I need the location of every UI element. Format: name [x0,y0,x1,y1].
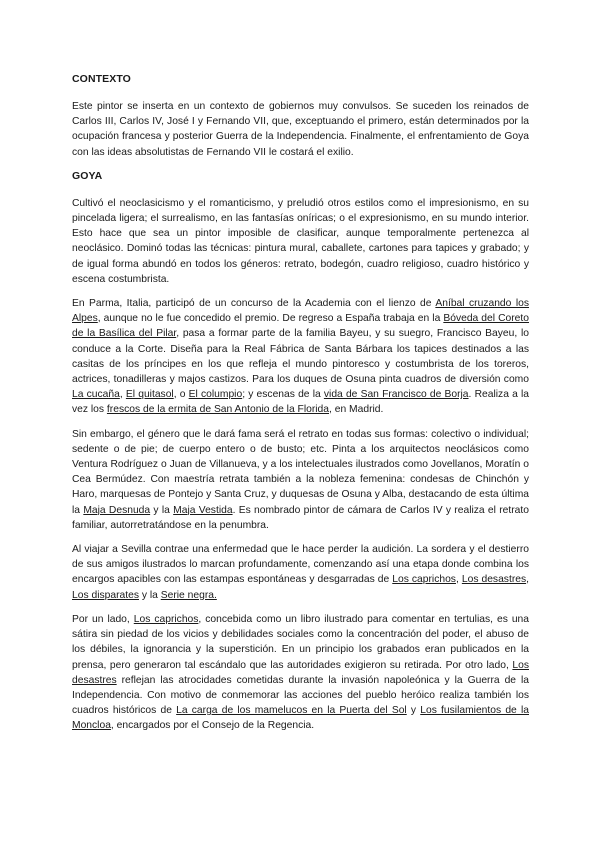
paragraph [72,99,529,160]
artwork-title: Aníbal cruzando los Alpes [72,298,529,325]
text-run: Este pintor se inserta en un contexto de gobiernos muy convulsos. Se suceden los reinados de Carlos III, Carlos IV, José I y Fernando VII, que, exceptuando el primero, están determinados por la ocupación francesa y posterior Guerra de la Independencia. Finalmente, el enfrentamiento de Goya con las ideas absolutistas de Fernando VII le costará el exilio. [72,101,529,158]
text-run: Por un lado, [72,613,134,625]
text-run: , o [173,389,189,401]
paragraph [72,612,529,734]
artwork-title: Maja Vestida [173,504,233,516]
text-run: , [526,574,529,586]
artwork-title: Los caprichos [392,574,456,586]
text-run: , en Madrid. [329,404,384,416]
text-run: , pasa a formar parte de la familia Bayeu, y su suegro, Francisco Bayeu, lo conduce a la Corte. Diseña para la Real Fábrica de Santa Bárbara los tapices destinados a las casitas de los príncipes en los que refleja el mundo pintoresco y costumbrista de los toreros, actrices, tonadilleras y majos castizos. Para los duques de Osuna pinta cuadros de diversión como [72,328,529,386]
artwork-title: vida de San Francisco de Borja [323,389,469,401]
text-run: . Realiza a la vez los [72,389,530,416]
text-run: . Es nombrado pintor de cámara de Carlos IV y realiza el retrato familiar, autorretratándose en la penumbra. [72,504,529,531]
text-run: , encargados por el Consejo de la Regencia. [110,720,315,732]
section-heading: GOYA [72,169,103,182]
artwork-title: Los caprichos [133,613,199,625]
text-run: , concebida como un libro ilustrado para comentar en tertulias, es una sátira sin piedad de los vicios y debilidades sociales como la concentración del poder, el abuso de los débiles, la ignorancia y la superstición. En un principio los grabados eran publicados en la prensa, pero generaron tal escándalo que las autoridades exigieron su retirada. Por otro lado, [72,613,530,671]
text-run: ; y escenas de la [242,389,324,401]
text-run: En Parma, Italia, participó de un concurso de la Academia con el lienzo de [72,298,436,310]
artwork-title: Los desastres [72,659,529,686]
artwork-title: El columpio [188,389,243,401]
document-body [72,72,529,743]
text-run: y la [138,589,161,601]
artwork-title: La cucaña [72,389,120,401]
text-run: Al viajar a Sevilla contrae una enfermedad que le hace perder la audición. La sordera y el destierro de sus amigos ilustrados lo marcan profundamente, comenzando así una etapa donde combina los encargos apacibles con las estampas espontáneas y desgarradas de [72,544,529,586]
text-run: reflejan las atrocidades cometidas durante la invasión napoleónica y la Guerra de la Independencia. Con motivo de conmemorar las acciones del pueblo heróico realiza también los cuadros históricos de [72,674,529,717]
text-run: Sin embargo, el género que le dará fama será el retrato en todas sus formas: colectivo o individual; sedente o de pie; de cuerpo entero o de busto; etc. Pinta a los arquitectos neoclásicos como Ventura Rodríguez o Juan de Villanueva, y a los intelectuales ilustrados como Jovellanos, Moratín o Cea Bermúdez. Con maestría retrata también a la nobleza femenina: condesas de Chinchón y Haro, marquesas de Pontejo y Santa Cruz, y duquesas de Osuna y Alba, destacando de esta última la [72,428,529,516]
text-run: y [406,705,421,717]
artwork-title: La carga de los mamelucos en la Puerta del Sol [176,705,407,717]
artwork-title: frescos de la ermita de San Antonio de la Florida [106,404,330,416]
paragraph [72,427,529,533]
artwork-title: Los fusilamientos de la Moncloa [72,705,529,732]
artwork-title: Los disparates [72,589,139,601]
text-run: y la [150,504,174,516]
text-run: , [455,574,462,586]
artwork-title: Maja Desnuda [83,504,151,516]
text-run: , [119,389,126,401]
section-heading: CONTEXTO [72,73,131,85]
artwork-title: Serie negra. [160,589,217,601]
paragraph [72,296,529,418]
text-run: , aunque no le fue concedido el premio. De regreso a España trabaja en la [97,313,444,325]
text-run: Cultivó el neoclasicismo y el romanticismo, y preludió otros estilos como el impresionismo, en su pincelada ligera; el surrealismo, en las fantasías oníricas; o el expresionismo, en su mundo interior. Esto hace que sea un pintor imposible de clasificar, aunque temporalmente pertenezca al neoclásico. Dominó todas las técnicas: pintura mural, caballete, cartones para tapices y grabado; y de igual forma abundó en todos los géneros: retrato, bodegón, cuadro religioso, cuadro histórico y escena costumbrista. [72,197,529,285]
paragraph [72,542,529,603]
paragraph [72,196,529,287]
artwork-title: El quitasol [125,389,174,401]
artwork-title: Los desastres [461,574,527,586]
artwork-title: Bóveda del Coreto de la Basílica del Pilar [72,313,529,340]
